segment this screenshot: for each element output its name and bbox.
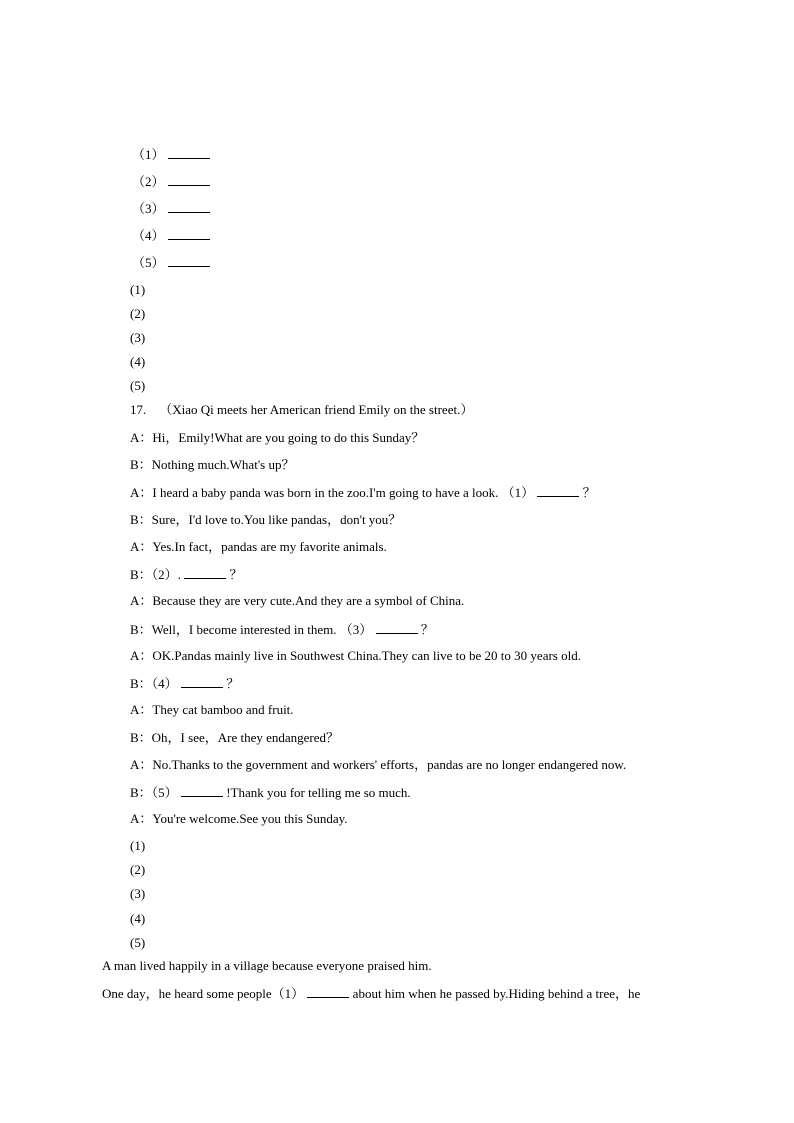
utterance: Hi，Emily!What are you going to do this Sunday？ (152, 430, 425, 445)
utterance-end: ？ (229, 567, 243, 582)
speaker: A： (130, 702, 153, 717)
dialogue-line (130, 675, 239, 692)
speaker: A： (130, 811, 153, 826)
answer-blank[interactable] (181, 675, 223, 688)
answer-blank[interactable] (537, 484, 579, 497)
passage-text: One day，he heard some people（1） (102, 986, 305, 1001)
utterance: Nothing much.What's up？ (151, 457, 295, 472)
utterance: Oh，I see，Are they endangered？ (151, 730, 340, 745)
item-label: （4） (132, 228, 165, 243)
blank-item (132, 200, 210, 217)
speaker: A： (130, 757, 153, 772)
dialogue-line (130, 784, 411, 801)
item-label: （1） (132, 147, 165, 162)
speaker: A： (130, 485, 153, 500)
utterance: I heard a baby panda was born in the zoo.I'm going to have a look. （1） (152, 485, 535, 500)
utterance: （2）. (151, 567, 181, 582)
answer-number: (5) (130, 378, 146, 393)
question-17-header (130, 402, 473, 418)
answer-number: (3) (130, 330, 146, 345)
answer-number: (2) (130, 306, 146, 321)
blank-item (132, 146, 210, 163)
dialogue-line (130, 539, 387, 555)
answer-number: (3) (130, 886, 146, 901)
answer-blank[interactable] (168, 254, 210, 267)
answer-blank[interactable] (168, 146, 210, 159)
speaker: B： (130, 622, 152, 637)
utterance-end: ？ (420, 622, 434, 637)
speaker: A： (130, 539, 153, 554)
answer-blank[interactable] (181, 784, 223, 797)
item-label: （3） (132, 201, 165, 216)
passage-line (102, 985, 640, 1002)
utterance: OK.Pandas mainly live in Southwest China.They can live to be 20 to 30 years old. (152, 648, 581, 663)
utterance: Yes.In fact，pandas are my favorite animals. (152, 539, 387, 554)
answer-blank[interactable] (184, 566, 226, 579)
speaker: A： (130, 648, 153, 663)
utterance-end: !Thank you for telling me so much. (226, 785, 411, 800)
utterance: （5） (151, 785, 178, 800)
dialogue-line (130, 648, 581, 664)
question-intro: （Xiao Qi meets her American friend Emily on the street.） (159, 402, 474, 417)
utterance: Because they are very cute.And they are a symbol of China. (152, 593, 465, 608)
dialogue-line (130, 757, 626, 773)
dialogue-line (130, 811, 348, 827)
question-number: 17. (130, 402, 147, 417)
speaker: A： (130, 593, 153, 608)
dialogue-line (130, 730, 339, 746)
speaker: B： (130, 730, 152, 745)
passage-line: A man lived happily in a village because everyone praised him. (102, 958, 432, 973)
speaker: B： (130, 457, 152, 472)
answer-blank[interactable] (168, 200, 210, 213)
blank-item (132, 173, 210, 190)
dialogue-line (130, 430, 424, 446)
blank-item (132, 227, 210, 244)
item-label: （2） (132, 174, 165, 189)
speaker: B： (130, 567, 152, 582)
passage-text: about him when he passed by.Hiding behind a tree，he (352, 986, 641, 1001)
dialogue-line (130, 512, 401, 528)
dialogue-line (130, 566, 242, 583)
dialogue-line (130, 702, 294, 718)
answer-number: (1) (130, 282, 146, 297)
speaker: B： (130, 512, 152, 527)
answer-number: (4) (130, 911, 146, 926)
utterance: Sure，I'd love to.You like pandas，don't you？ (151, 512, 402, 527)
dialogue-line (130, 593, 464, 609)
speaker: A： (130, 430, 153, 445)
answer-number: (1) (130, 838, 146, 853)
answer-blank[interactable] (307, 985, 349, 998)
utterance: You're welcome.See you this Sunday. (152, 811, 348, 826)
answer-number: (2) (130, 862, 146, 877)
answer-number: (5) (130, 935, 146, 950)
answer-blank[interactable] (168, 227, 210, 240)
speaker: B： (130, 785, 152, 800)
blank-item (132, 254, 210, 271)
speaker: B： (130, 676, 152, 691)
utterance: No.Thanks to the government and workers' efforts，pandas are no longer endangered now. (152, 757, 627, 772)
answer-blank[interactable] (168, 173, 210, 186)
dialogue-line (130, 457, 294, 473)
utterance: They cat bamboo and fruit. (152, 702, 294, 717)
dialogue-line (130, 484, 596, 501)
utterance-end: ？ (582, 485, 596, 500)
item-label: （5） (132, 255, 165, 270)
answer-number: (4) (130, 354, 146, 369)
answer-blank[interactable] (376, 621, 418, 634)
utterance: Well，I become interested in them. （3） (151, 622, 373, 637)
utterance: （4） (151, 676, 178, 691)
dialogue-line (130, 621, 434, 638)
utterance-end: ？ (226, 676, 240, 691)
